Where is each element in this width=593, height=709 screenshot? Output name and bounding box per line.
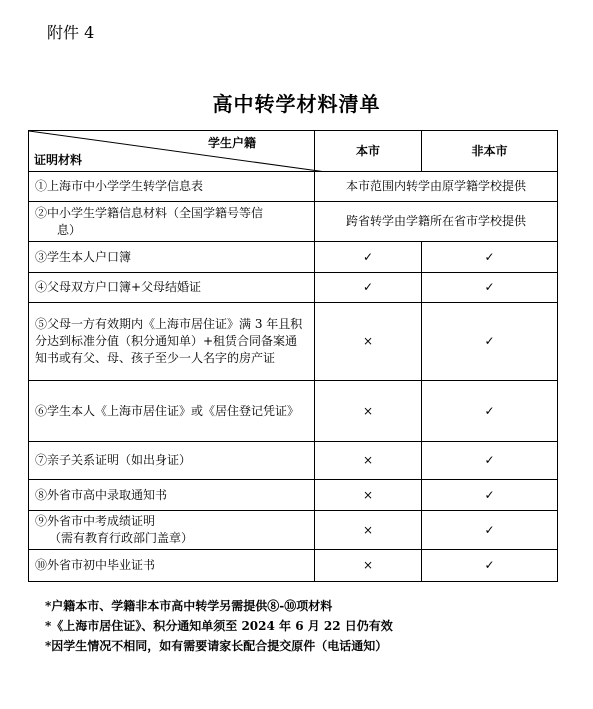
row-label: ①上海市中小学学生转学信息表 [29,172,315,202]
table-row [29,202,558,242]
nonlocal-check-icon: ✓ [422,511,558,550]
nonlocal-check-icon: ✓ [422,550,558,582]
local-cross-icon: × [315,480,422,511]
row-label: ⑧外省市高中录取通知书 [29,480,315,511]
table-row [29,273,558,303]
table-row [29,480,558,511]
notes-section [45,596,393,656]
nonlocal-header: 非本市 [422,131,558,172]
table-row [29,442,558,480]
local-cross-icon: × [315,511,422,550]
row-label: ⑤父母一方有效期内《上海市居住证》满 3 年且积分达到标准分值（积分通知单）+租赁合同备案通知书或有父、母、孩子至少一人名字的房产证 [29,303,315,381]
table-header-row [29,131,558,172]
table-row [29,242,558,273]
row-label-line2: （需有教育行政部门盖章） [49,531,194,545]
attachment-label: 附件 4 [47,23,95,42]
nonlocal-check-icon: ✓ [422,303,558,381]
page-title: 高中转学材料清单 [212,92,381,116]
col-header-label: 证明材料 [34,153,83,167]
table-row [29,303,558,381]
local-cross-icon: × [315,381,422,442]
row-label: ③学生本人户口簿 [29,242,315,273]
nonlocal-check-icon: ✓ [422,480,558,511]
row-label-line2: 息） [57,222,82,237]
row-label-line1: ⑨外省市中考成绩证明 [35,514,156,528]
table-row [29,550,558,582]
local-header: 本市 [315,131,422,172]
local-cross-icon: × [315,550,422,582]
table-row [29,381,558,442]
nonlocal-check-icon: ✓ [422,381,558,442]
row-label: ⑦亲子关系证明（如出身证） [29,442,315,480]
diagonal-header-cell [29,131,315,172]
row-header-label: 学生户籍 [207,136,256,150]
merged-cell: 跨省转学由学籍所在省市学校提供 [315,202,558,242]
merged-cell: 本市范围内转学由原学籍学校提供 [315,172,558,202]
materials-table [28,130,558,582]
local-check-icon: ✓ [315,273,422,303]
table-row [29,172,558,202]
row-label: ⑥学生本人《上海市居住证》或《居住登记凭证》 [29,381,315,442]
row-label: ④父母双方户口簿+父母结婚证 [29,273,315,303]
nonlocal-check-icon: ✓ [422,273,558,303]
row-label [29,511,315,550]
row-label: ⑩外省市初中毕业证书 [29,550,315,582]
local-check-icon: ✓ [315,242,422,273]
local-cross-icon: × [315,442,422,480]
nonlocal-check-icon: ✓ [422,442,558,480]
nonlocal-check-icon: ✓ [422,242,558,273]
local-cross-icon: × [315,303,422,381]
row-label [29,202,315,242]
note-line: *因学生情况不相同，如有需要请家长配合提交原件（电话通知） [45,639,388,653]
table-row [29,511,558,550]
note-line: *户籍本市、学籍非本市高中转学另需提供⑧-⑩项材料 [45,599,333,613]
note-line: *《上海市居住证》、积分通知单须至 2024 年 6 月 22 日仍有效 [45,619,393,633]
row-label-line1: ②中小学生学籍信息材料（全国学籍号等信 [35,205,264,220]
